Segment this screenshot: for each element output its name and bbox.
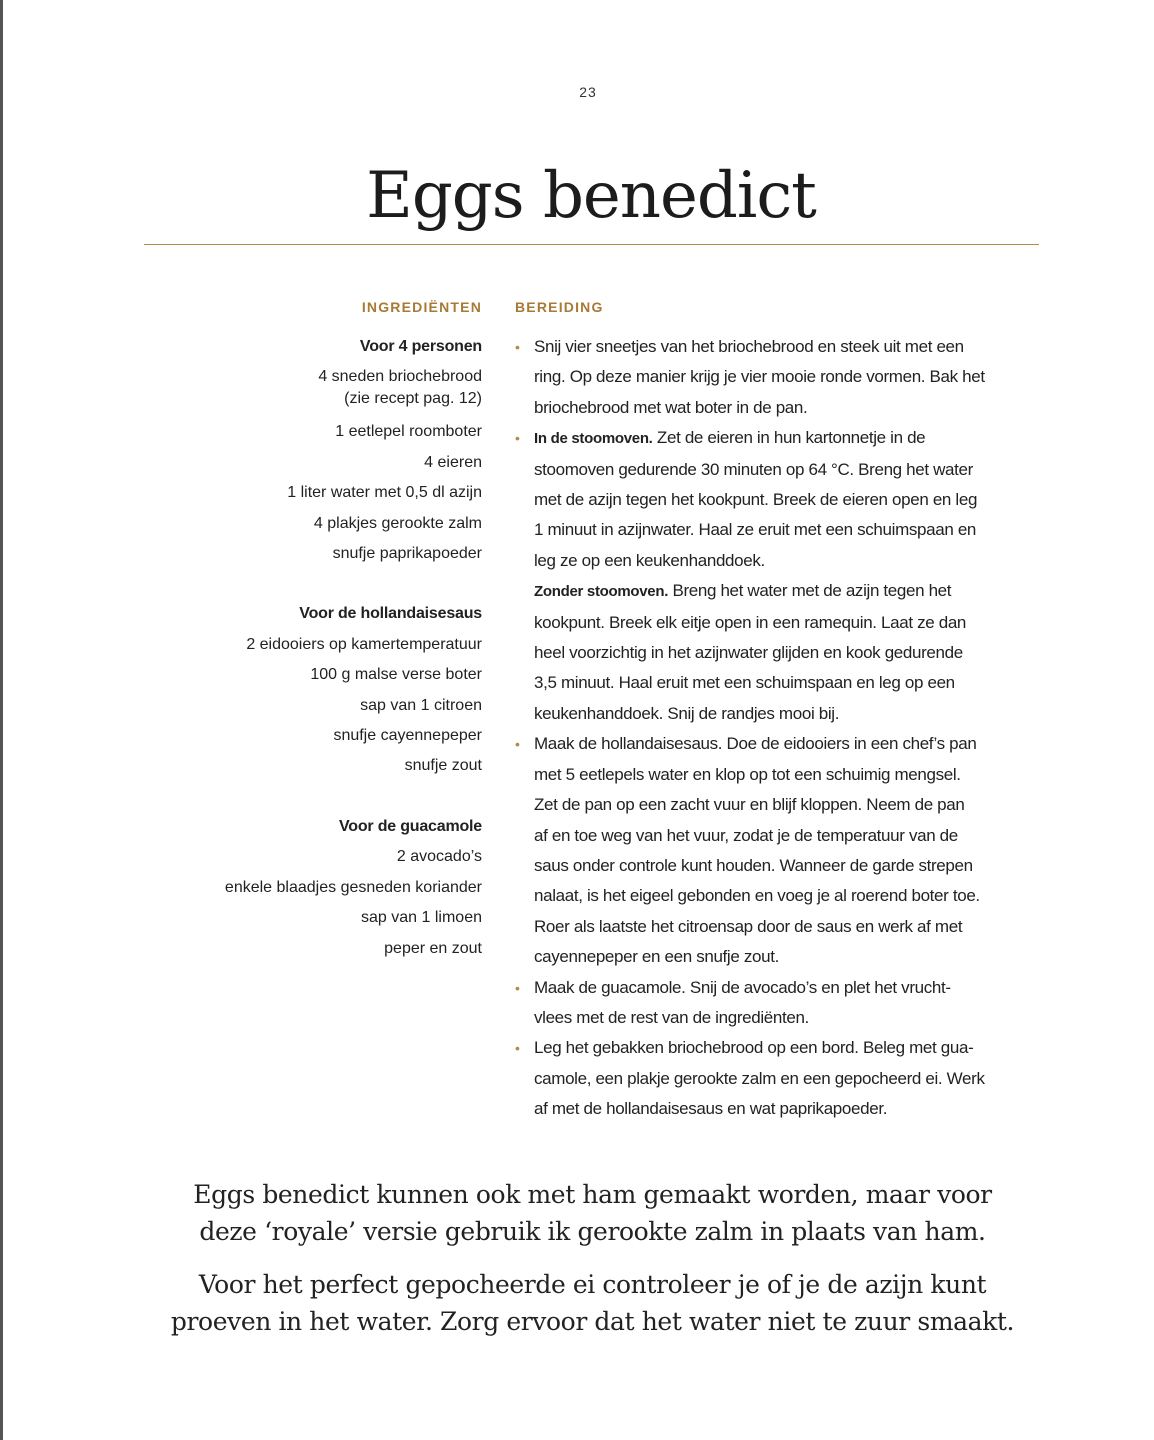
bullet-icon: • (515, 979, 520, 996)
ingredient-item: 2 avocado’s (396, 848, 482, 866)
ingredients-column (140, 296, 482, 964)
ingredient-group-title: Voor de guacamole (338, 817, 482, 835)
step-line: Leg het gebakken briochebrood op een bord. Beleg met gua- (534, 1038, 974, 1058)
step-line: nalaat, is het eigeel gebonden en voeg je al roerend boter toe. (534, 886, 980, 906)
bullet-icon: • (515, 1040, 520, 1057)
ingredient-item: 4 sneden briochebrood (zie recept pag. 12) (318, 368, 482, 408)
step-line: 3,5 minuut. Haal eruit met een schuimspaan en leg op een (534, 673, 955, 693)
bullet-icon: • (515, 339, 520, 355)
step-line: camole, een plakje gerookte zalm en een gepocheerd ei. Werk (534, 1068, 985, 1088)
step-line: af met de hollandaisesaus en wat paprikapoeder. (534, 1099, 888, 1119)
step-line: leg ze op een keukenhanddoek. (534, 550, 765, 570)
ingredient-group-portions (140, 332, 482, 569)
ingredient-item: 4 plakjes gerookte zalm (313, 514, 482, 532)
step-line: Roer als laatste het citroensap door de saus en werk af met (534, 916, 963, 936)
step-line: af en toe weg van het vuur, zodat je de temperatuur van de (534, 825, 958, 845)
ingredient-item: 100 g malse verse boter (310, 666, 482, 684)
spacer (140, 569, 482, 599)
ingredient-group-title: Voor de hollandaisesaus (299, 605, 482, 623)
method-column (515, 296, 1045, 1125)
method-step (515, 1033, 1045, 1124)
step-line: Snij vier sneetjes van het briochebrood en steek uit met een (534, 337, 964, 356)
step-line: heel voorzichtig in het azijnwater glijden en kook gedurende (534, 643, 963, 663)
note-paragraph: Voor het perfect gepocheerde ei controleer je of je de azijn kunt proeven in het water. Zorg ervoor dat het water niet te zuur smaakt. (170, 1270, 1015, 1336)
ingredient-item: 4 eieren (424, 453, 482, 471)
ingredient-item: 1 eetlepel roomboter (335, 423, 482, 441)
step-line: ring. Op deze manier krijg je vier mooie ronde vormen. Bak het (534, 367, 985, 387)
method-step (515, 973, 1045, 1034)
ingredient-item: sap van 1 citroen (360, 696, 482, 714)
step-line: vlees met de rest van de ingrediënten. (534, 1007, 809, 1027)
page-title: Eggs benedict (366, 159, 816, 233)
title-divider (144, 244, 1039, 245)
step-lead: In de stoomoven. (534, 430, 653, 448)
note-paragraph: Eggs benedict kunnen ook met ham gemaakt worden, maar voor deze ‘royale’ versie gebruik ik gerookte zalm in plaats van ham. (193, 1180, 992, 1246)
step-line: saus onder controle kunt houden. Wanneer de garde strepen (534, 855, 973, 875)
step-line: cayennepeper en een snufje zout. (534, 947, 779, 967)
page-number: 23 (579, 84, 597, 100)
bullet-icon: • (515, 430, 520, 447)
ingredient-item: snufje cayennepeper (333, 727, 482, 745)
ingredient-group-title: Voor 4 personen (359, 338, 482, 355)
step-line: kookpunt. Breek elk eitje open in een ramequin. Laat ze dan (534, 612, 967, 632)
method-step (515, 332, 1045, 423)
step-line: Maak de guacamole. Snij de avocado’s en plet het vrucht- (534, 977, 951, 997)
ingredient-item: 1 liter water met 0,5 dl azijn (287, 484, 482, 502)
step-line: In de stoomoven. Zet de eieren in hun kartonnetje in de (534, 428, 926, 448)
method-label: BEREIDING (515, 299, 604, 315)
step-line: Zet de pan op een zacht vuur en blijf kloppen. Neem de pan (534, 795, 965, 815)
step-line: Zonder stoomoven. Breng het water met de azijn tegen het (534, 581, 952, 601)
step-line: keukenhanddoek. Snij de randjes mooi bij. (534, 703, 840, 723)
ingredient-group-guacamole (140, 812, 482, 964)
ingredient-item: sap van 1 limoen (361, 909, 482, 927)
ingredient-item: snufje paprikapoeder (332, 545, 482, 563)
step-lead: Zonder stoomoven. (534, 583, 669, 601)
step-line: 1 minuut in azijnwater. Haal ze eruit met een schuimspaan en (534, 520, 977, 540)
step-line: stoomoven gedurende 30 minuten op 64 °C. Breng het water (534, 459, 973, 479)
ingredient-item: snufje zout (404, 757, 482, 775)
bullet-icon: • (515, 736, 520, 753)
ingredient-item: enkele blaadjes gesneden koriander (224, 878, 482, 896)
ingredient-item: peper en zout (384, 939, 482, 957)
spacer (140, 782, 482, 812)
ingredients-label: INGREDIËNTEN (361, 299, 482, 315)
step-line: briochebrood met wat boter in de pan. (534, 397, 808, 417)
ingredient-group-hollandaise (140, 599, 482, 781)
method-step (515, 729, 1045, 972)
step-line: met 5 eetlepels water en klop op tot een schuimig mengsel. (534, 764, 961, 784)
recipe-notes (140, 1176, 1045, 1356)
method-step-variant (515, 576, 1045, 729)
method-step (515, 423, 1045, 576)
step-line: Maak de hollandaisesaus. Doe de eidooiers in een chef’s pan (534, 734, 977, 754)
step-line: met de azijn tegen het kookpunt. Breek de eieren open en leg (534, 490, 978, 510)
ingredient-item: 2 eidooiers op kamertemperatuur (246, 635, 482, 653)
